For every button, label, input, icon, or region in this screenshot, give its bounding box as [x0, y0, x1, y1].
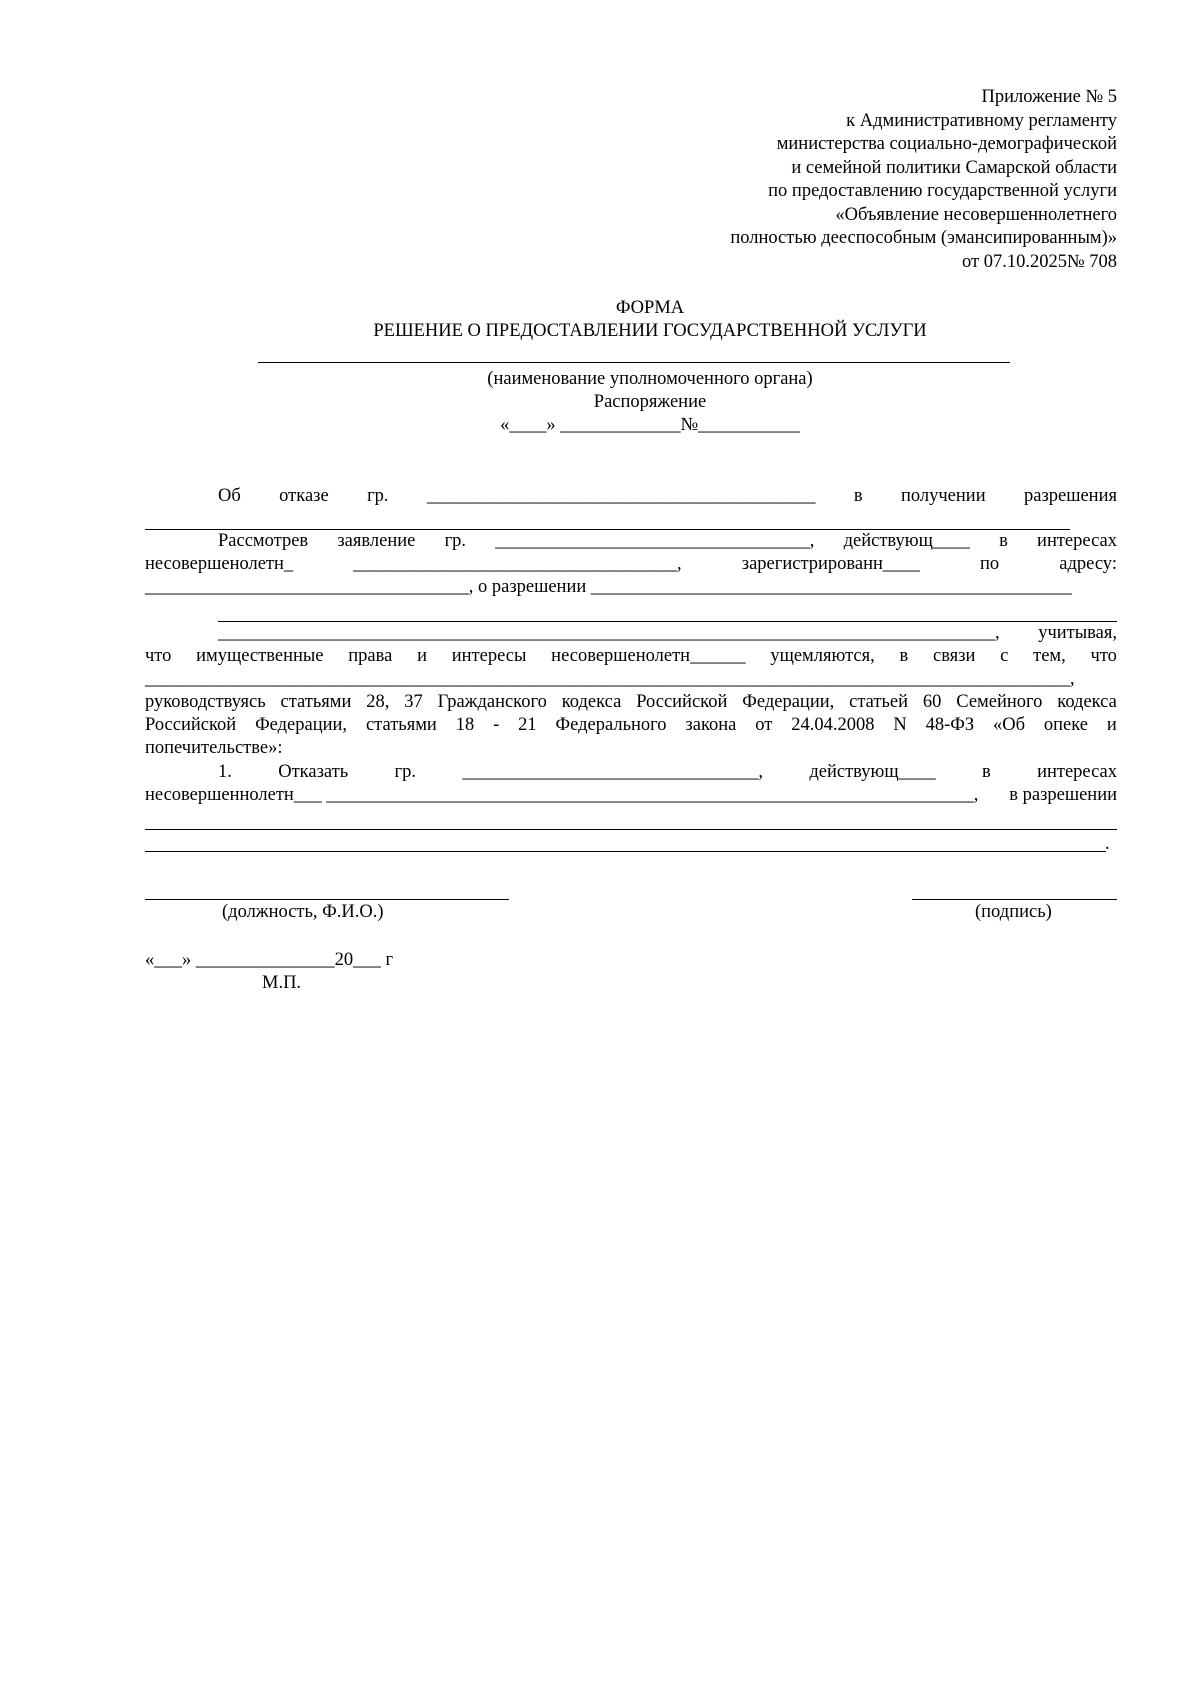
infringement-reason-field[interactable]: ____________________________________________________________________________________________________, [145, 669, 1075, 689]
word: гр. [367, 486, 389, 506]
word: Об [218, 486, 241, 506]
word: интересах [1037, 762, 1117, 782]
position-signature-line [145, 899, 509, 900]
body-line: попечительстве»: [145, 738, 283, 758]
authority-block [300, 368, 1000, 437]
word: по [980, 554, 1000, 574]
word: Отказать [278, 762, 349, 782]
word: Российской [145, 715, 237, 735]
word: ущемляются, [770, 646, 875, 666]
header-line: полностью дееспособным (эманcипированным)» [730, 228, 1117, 248]
header-line: министерства социально-демографической [776, 134, 1117, 154]
word: 24.04.2008 [791, 715, 875, 735]
in-permission-text: в разрешении [1009, 785, 1117, 805]
word: статьями [280, 692, 352, 712]
word: кодекса [561, 692, 622, 712]
word: 1. [218, 762, 232, 782]
word: действующ____ [809, 762, 936, 782]
word: Федерации, [742, 692, 835, 712]
header-line: «Объявление несовершеннолетнего [835, 204, 1117, 225]
permission-line[interactable]: ___________________________________, о разрешении ____________________________________________________ [145, 577, 1072, 597]
word: 21 [518, 715, 537, 735]
refused-minor-field[interactable]: несовершеннолетн___ ______________________________________________________________________, [145, 785, 979, 805]
word: 60 [922, 692, 942, 712]
word: несовершенолетн_ [145, 554, 294, 574]
word: в [899, 646, 909, 666]
word: Гражданского [437, 692, 547, 712]
appendix-header [600, 86, 1117, 274]
word: 37 [404, 692, 423, 712]
body-line [218, 530, 1117, 553]
word: тем, [1033, 646, 1066, 666]
word: зарегистрированн____ [741, 554, 920, 574]
signature-caption: (подпись) [975, 902, 1052, 922]
word: от [755, 715, 773, 735]
word: 18 [455, 715, 475, 735]
signature-line [912, 899, 1117, 900]
word: 28, [366, 692, 390, 712]
stamp-place: М.П. [262, 973, 302, 993]
citizen-name-field[interactable]: __________________________________________ [426, 486, 816, 506]
word: статьей [849, 692, 909, 712]
word: «Об [993, 715, 1026, 735]
order-type: Распоряжение [593, 392, 707, 412]
body-line [145, 691, 1117, 714]
word: опеке [1043, 715, 1089, 735]
item-1-line [218, 761, 1117, 784]
word: Федерального [555, 715, 667, 735]
order-date-number: «____» _____________№___________ [500, 415, 800, 435]
word: адресу: [1059, 554, 1117, 574]
word: что [145, 646, 172, 666]
applicant-name-field[interactable]: __________________________________, [495, 531, 815, 551]
word: отказе [279, 486, 329, 506]
document-title [300, 297, 1000, 343]
word: в [853, 486, 863, 506]
word: гр. [394, 762, 416, 782]
word: интересы [451, 646, 527, 666]
authority-name-line [258, 362, 1010, 363]
item-1-end: . [1105, 834, 1110, 854]
word: Федерации, [255, 715, 348, 735]
word: и [417, 646, 427, 666]
word: несовершенолетн______ [551, 646, 746, 666]
authority-caption: (наименование уполномоченного органа) [487, 369, 813, 389]
word: с [1000, 646, 1009, 666]
word: связи [932, 646, 976, 666]
word: разрешения [1023, 486, 1117, 506]
word: закона [685, 715, 737, 735]
blank-line [145, 829, 1117, 830]
word: заявление [337, 531, 416, 551]
word: 48-ФЗ [925, 715, 975, 735]
refusal-line [218, 485, 1117, 508]
word: статьями [365, 715, 437, 735]
body-line [145, 714, 1117, 737]
word: Семейного [956, 692, 1043, 712]
considering-text: учитывая, [1038, 623, 1117, 643]
word: руководствуясь [145, 692, 266, 712]
header-line: Приложение № 5 [981, 87, 1117, 107]
word: кодекса [1057, 692, 1117, 712]
reason-field[interactable]: ____________________________________________________________________________________, [218, 623, 1000, 643]
word: в [981, 762, 991, 782]
header-line: от 07.10.2025№ 708 [962, 251, 1117, 272]
word: N [893, 715, 907, 735]
refused-citizen-field[interactable]: ________________________________, [462, 762, 763, 782]
word: что [1090, 646, 1117, 666]
decision-title: РЕШЕНИЕ О ПРЕДОСТАВЛЕНИИ ГОСУДАРСТВЕННОЙ УСЛУГИ [373, 321, 927, 341]
word: Рассмотрев [218, 531, 309, 551]
header-line: к Административному регламенту [846, 110, 1117, 131]
body-line [145, 645, 1117, 668]
word: гр. [444, 531, 467, 551]
header-line: по предоставлению государственной услуги [768, 181, 1117, 201]
body-line [145, 553, 1117, 576]
word: - [493, 715, 500, 735]
blank-line [145, 851, 1106, 852]
word: интересах [1037, 531, 1117, 551]
position-caption: (должность, Ф.И.О.) [222, 902, 384, 922]
word: права [348, 646, 393, 666]
word: в [999, 531, 1008, 551]
form-label: ФОРМА [615, 298, 685, 318]
word: Российской [636, 692, 728, 712]
header-line: и семейной политики Самарской области [791, 157, 1117, 178]
minor-name-field[interactable]: ___________________________________, [353, 554, 682, 574]
signature-date-line[interactable]: «___» _______________20___ г [145, 950, 394, 970]
word: действующ____ [843, 531, 970, 551]
word: имущественные [196, 646, 324, 666]
word: и [1106, 715, 1117, 735]
word: получении [900, 486, 986, 506]
